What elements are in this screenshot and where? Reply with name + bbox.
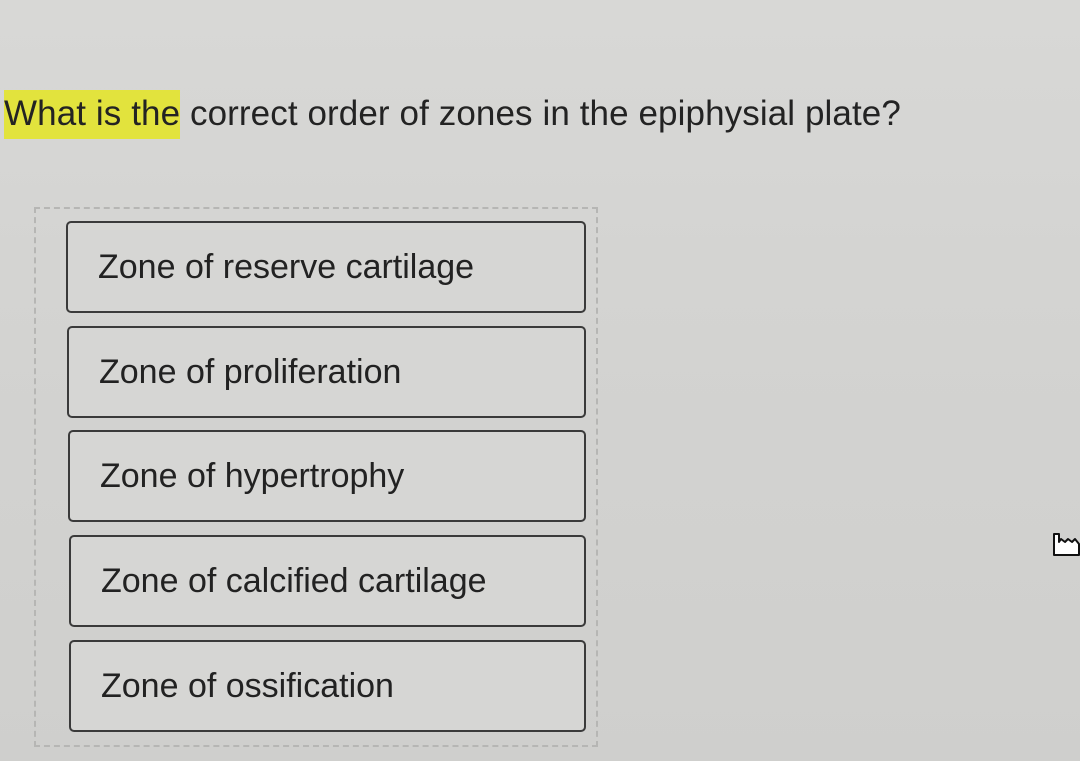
- order-item-label: Zone of reserve cartilage: [98, 247, 475, 286]
- order-item-label: Zone of calcified cartilage: [101, 561, 487, 600]
- question-highlight: What is the: [4, 90, 180, 139]
- order-item-label: Zone of proliferation: [99, 352, 402, 391]
- question-rest: correct order of zones in the epiphysial plate?: [180, 94, 901, 133]
- order-item-label: Zone of ossification: [101, 666, 394, 705]
- question-text: [4, 88, 901, 140]
- order-item-hypertrophy[interactable]: [68, 430, 586, 522]
- order-item-proliferation[interactable]: [67, 326, 586, 418]
- order-item-label: Zone of hypertrophy: [100, 456, 405, 495]
- order-item-ossification[interactable]: [69, 640, 586, 732]
- hand-pointer-icon: [1051, 528, 1080, 558]
- order-item-reserve-cartilage[interactable]: [66, 221, 586, 313]
- order-item-calcified-cartilage[interactable]: [69, 535, 586, 627]
